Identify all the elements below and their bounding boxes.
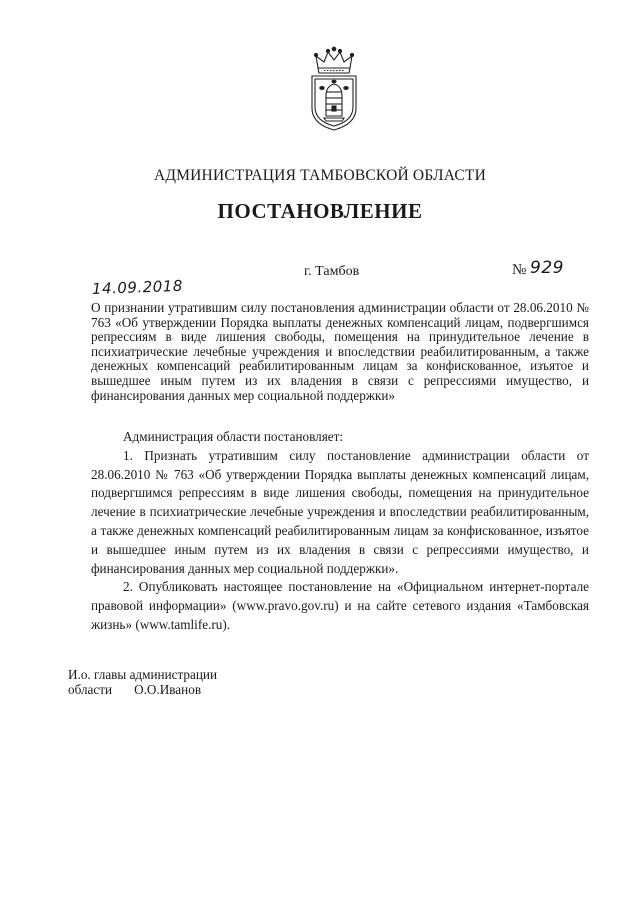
document-subject: О признании утратившим силу постановления администрации области от 28.06.2010 № 763 «Об утверждении Порядка выплаты денежных компенсаций лицам, подвергшимся репрессиям в виде лишения свободы, помещения на принудительное лечение в психиатрические лечебные учреждения и впоследствии реабилитированным, а также денежных компенсаций реабилитированным лицам за конфискованное, изъятое и вышедшее иным путем из их владения в связи с репрессиями имущество, и финансирования данных мер социальной поддержки» (91, 300, 589, 403)
decree-body (91, 428, 589, 635)
signature-block (68, 667, 217, 697)
signatory-name: О.О.Иванов (134, 682, 202, 697)
document-number: 929 (530, 258, 564, 278)
city: г. Тамбов (304, 264, 360, 279)
coat-of-arms-icon (304, 46, 364, 134)
signatory-title-line1: И.о. главы администрации (68, 667, 218, 682)
signatory-title-line2: области (68, 682, 113, 697)
document-date: 14.09.2018 (91, 276, 184, 298)
number-label: № (512, 262, 527, 278)
decree-intro: Администрация области постановляет: (123, 429, 344, 444)
organization-title: АДМИНИСТРАЦИЯ ТАМБОВСКОЙ ОБЛАСТИ (154, 167, 486, 184)
document-type-heading: ПОСТАНОВЛЕНИЕ (217, 199, 423, 223)
decree-item-2: 2. Опубликовать настоящее постановление на «Официальном интернет-портале правовой информации» (www.pravo.gov.ru) и на сайте сетевого издания «Тамбовская жизнь» (www.tamlife.ru). (91, 579, 589, 632)
decree-item-1: 1. Признать утратившим силу постановление администрации области от 28.06.2010 № 763 «Об утверждении Порядка выплаты денежных компенсаций лицам, подвергшимся репрессиям в виде лишения свободы, помещения на принудительное лечение в психиатрические лечебные учреждения и впоследствии реабилитированным, а также денежных компенсаций реабилитированным лицам за конфискованное, изъятое и вышедшее иным путем из их владения в связи с репрессиями имущество, и финансирования данных мер социальной поддержки». (91, 447, 589, 576)
